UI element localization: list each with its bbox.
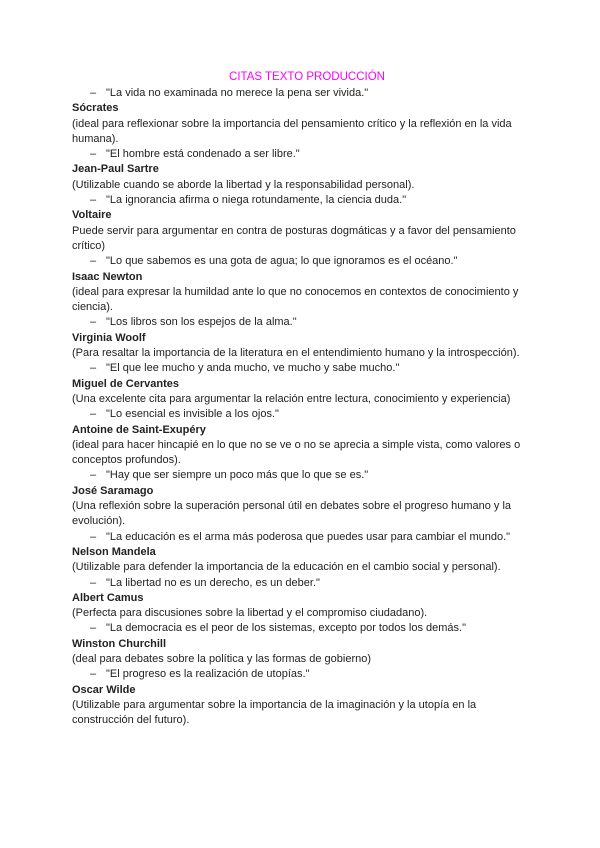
quote-note: (ideal para expresar la humildad ante lo que no conocemos en contextos de conocimiento y ciencia).: [72, 285, 519, 314]
quote-content: "La vida no examinada no merece la pena ser vivida.": [106, 87, 369, 99]
quote-text: [72, 361, 542, 376]
quote-content: "Hay que ser siempre un poco más que lo que se es.": [106, 469, 369, 482]
quote-content: "El progreso es la realización de utopías.": [106, 668, 310, 681]
quote-entry: [72, 254, 542, 315]
quote-entry: [72, 667, 542, 728]
quote-content: "Lo esencial es invisible a los ojos.": [106, 408, 279, 421]
quotes-list: [72, 86, 542, 728]
quote-text: [72, 468, 542, 483]
list-dash: –: [90, 316, 97, 329]
list-dash: –: [90, 622, 97, 635]
quote-entry: [72, 147, 542, 193]
list-dash: –: [90, 668, 97, 681]
quote-text: [72, 576, 542, 591]
quote-author: José Saramago: [72, 484, 154, 497]
quote-text: [72, 407, 542, 422]
quote-note: Puede servir para argumentar en contra de posturas dogmáticas y a favor del pensamiento crítico): [72, 224, 516, 252]
quote-entry: [72, 315, 542, 361]
quote-content: "La educación es el arma más poderosa que puedes usar para cambiar el mundo.": [106, 530, 511, 543]
quote-author: Sócrates: [72, 102, 119, 115]
quote-content: "La democracia es el peor de los sistemas, excepto por todos los demás.": [106, 622, 466, 635]
list-dash: –: [90, 530, 97, 543]
quote-entry: [72, 621, 542, 667]
quote-author: Isaac Newton: [72, 270, 143, 283]
quote-text: [72, 530, 542, 545]
list-dash: –: [90, 408, 97, 421]
quote-text: [72, 147, 542, 162]
quote-author: Jean-Paul Sartre: [72, 163, 159, 176]
list-dash: –: [90, 469, 97, 482]
quote-note: (Utilizable para argumentar sobre la importancia de la imaginación y la utopía en la construcción del futuro).: [72, 698, 477, 727]
list-dash: –: [90, 87, 97, 99]
quote-entry: [72, 361, 542, 407]
quote-text: [72, 193, 542, 208]
quote-note: (deal para debates sobre la política y las formas de gobierno): [72, 652, 372, 665]
quote-note: (Una reflexión sobre la superación personal útil en debates sobre el progreso humano y la evolución).: [72, 500, 512, 528]
quote-entry: [72, 530, 542, 576]
quote-entry: [72, 86, 542, 147]
quote-text: [72, 667, 542, 682]
quote-author: Virginia Woolf: [72, 331, 146, 344]
quote-content: "Lo que sabemos es una gota de agua; lo que ignoramos es el océano.": [106, 255, 458, 268]
quote-author: Albert Camus: [72, 591, 144, 604]
list-dash: –: [90, 576, 97, 589]
document-page: [72, 70, 542, 728]
list-dash: –: [90, 362, 97, 375]
quote-author: Antoine de Saint-Exupéry: [72, 423, 206, 436]
quote-content: "La ignorancia afirma o niega rotundamente, la ciencia duda.": [106, 194, 407, 207]
quote-note: (Utilizable para defender la importancia de la educación en el cambio social y personal).: [72, 561, 501, 574]
quote-note: (ideal para hacer hincapié en lo que no se ve o no se aprecia a simple vista, como valores o conceptos profundos).: [72, 438, 521, 467]
quote-entry: [72, 407, 542, 468]
quote-author: Miguel de Cervantes: [72, 377, 179, 390]
quote-text: [72, 254, 542, 269]
quote-content: "El que lee mucho y anda mucho, ve mucho y sabe mucho.": [106, 362, 400, 375]
quote-author: Oscar Wilde: [72, 683, 136, 696]
quote-author: Winston Churchill: [72, 637, 167, 650]
quote-note: (ideal para reflexionar sobre la importancia del pensamiento crítico y la reflexión en la vida humana).: [72, 117, 512, 145]
quote-text: [72, 621, 542, 636]
quote-note: (Una excelente cita para argumentar la relación entre lectura, conocimiento y experiencia): [72, 392, 511, 405]
quote-note: (Utilizable cuando se aborde la libertad y la responsabilidad personal).: [72, 178, 415, 191]
list-dash: –: [90, 255, 97, 268]
quote-author: Nelson Mandela: [72, 545, 156, 558]
list-dash: –: [90, 194, 97, 207]
quote-content: "Los libros son los espejos de la alma.": [106, 316, 297, 329]
quote-entry: [72, 576, 542, 622]
quote-content: "La libertad no es un derecho, es un deber.": [106, 576, 320, 589]
document-title: CITAS TEXTO PRODUCCIÓN: [229, 71, 385, 83]
quote-note: (Perfecta para discusiones sobre la libertad y el compromiso ciudadano).: [72, 607, 428, 620]
quote-entry: [72, 193, 542, 254]
quote-entry: [72, 468, 542, 529]
quote-author: Voltaire: [72, 209, 112, 222]
quote-text: [72, 86, 542, 101]
list-dash: –: [90, 148, 97, 161]
quote-note: (Para resaltar la importancia de la literatura en el entendimiento humano y la introspección).: [72, 347, 520, 360]
quote-content: "El hombre está condenado a ser libre.": [106, 148, 300, 161]
quote-text: [72, 315, 542, 330]
